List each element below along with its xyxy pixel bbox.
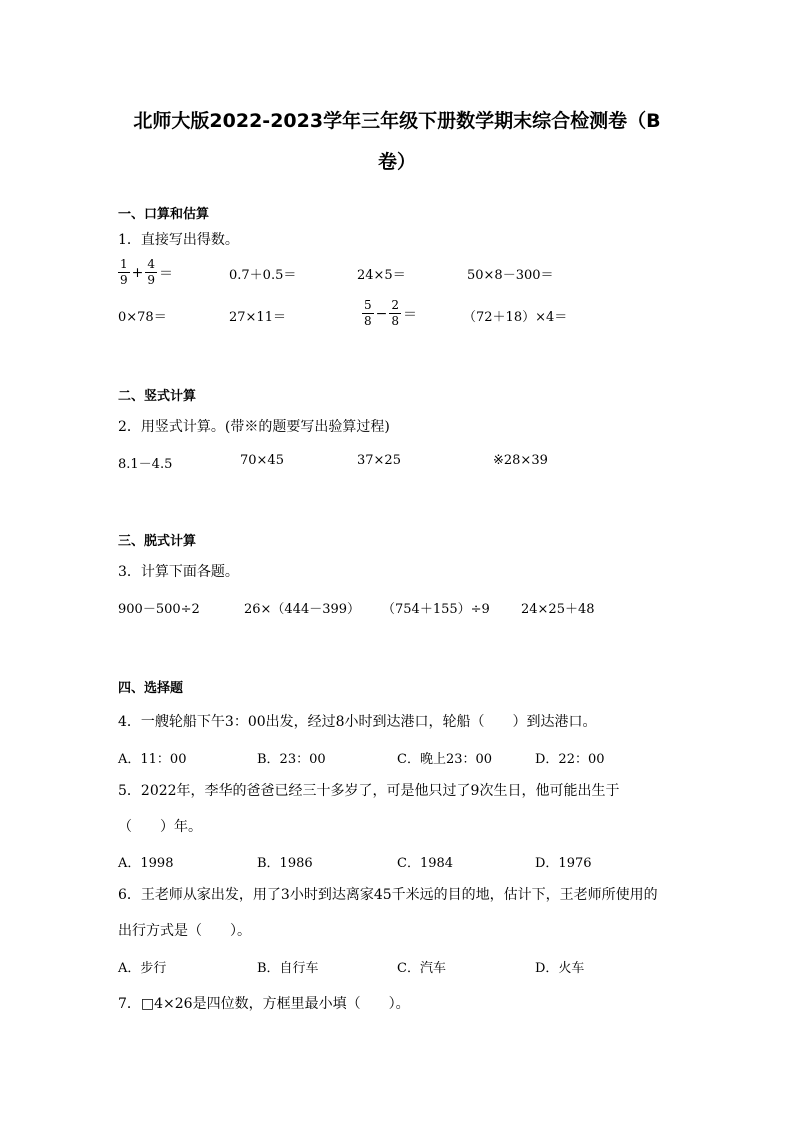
- question-3-stem: 3．计算下面各题。: [118, 564, 239, 580]
- question-6-stem-line2: 出行方式是（ ）。: [118, 923, 251, 939]
- q4-option-a: A．11：00: [118, 752, 187, 767]
- q1-item-4: 50×8－300＝: [467, 268, 554, 283]
- q5-option-b: B．1986: [257, 856, 313, 871]
- page-title-line2: 卷）: [377, 151, 416, 173]
- q1-item-fraction-sum: $\frac{1}{9}$ + $\frac{4}{9}$ ＝: [120, 257, 174, 287]
- q1-item-fraction-diff: $\frac{5}{8}$ − $\frac{2}{8}$ ＝: [364, 298, 418, 328]
- q5-option-c: C．1984: [397, 856, 454, 871]
- question-7-stem: 7．□4×26是四位数，方框里最小填（ ）。: [118, 996, 410, 1012]
- fraction-5-8: $\frac{5}{8}$: [364, 298, 372, 328]
- q4-option-c: C．晚上23：00: [397, 752, 493, 767]
- q3-item-3: （754＋155）÷9: [382, 602, 490, 617]
- question-5-stem-line1: 5．2022年，李华的爸爸已经三十多岁了，可是他只过了9次生日，他可能出生于: [118, 783, 620, 799]
- section-heading-2: 二、竖式计算: [118, 389, 197, 404]
- question-5-stem-line2: （ ）年。: [118, 819, 202, 835]
- question-2-stem: 2．用竖式计算。(带※的题要写出验算过程): [118, 419, 390, 435]
- q3-item-4: 24×25＋48: [521, 602, 595, 617]
- fraction-1-9: $\frac{1}{9}$: [120, 257, 128, 287]
- question-1-stem: 1．直接写出得数。: [118, 232, 239, 248]
- q1-item-6: 27×11＝: [229, 310, 286, 325]
- q1-item-8: （72＋18）×4＝: [463, 310, 568, 325]
- fraction-2-8: $\frac{2}{8}$: [391, 298, 400, 328]
- q2-item-4: ※28×39: [493, 453, 548, 468]
- q1-item-3: 24×5＝: [357, 268, 406, 283]
- q6-option-a: A．步行: [118, 961, 167, 976]
- question-4-stem: 4．一艘轮船下午3：00出发，经过8小时到达港口，轮船（ ）到达港口。: [118, 714, 597, 730]
- q4-option-d: D．22：00: [535, 752, 605, 767]
- q2-item-3: 37×25: [357, 453, 401, 468]
- q3-item-1: 900－500÷2: [118, 602, 200, 617]
- section-heading-3: 三、脱式计算: [118, 534, 197, 549]
- fraction-4-9: $\frac{4}{9}$: [147, 257, 156, 287]
- q6-option-b: B．自行车: [257, 961, 319, 976]
- section-heading-4: 四、选择题: [118, 681, 184, 696]
- q2-item-1: 8.1－4.5: [118, 457, 173, 472]
- q4-option-b: B．23：00: [257, 752, 326, 767]
- q5-option-a: A．1998: [118, 856, 174, 871]
- q6-option-d: D．火车: [535, 961, 585, 976]
- q2-item-2: 70×45: [240, 453, 284, 468]
- q6-option-c: C．汽车: [397, 961, 446, 976]
- q1-item-5: 0×78＝: [118, 310, 167, 325]
- q5-option-d: D．1976: [535, 856, 592, 871]
- section-heading-1: 一、口算和估算: [118, 207, 210, 222]
- q1-item-2: 0.7＋0.5＝: [229, 268, 297, 283]
- page-title-line1: 北师大版2022-2023学年三年级下册数学期末综合检测卷（B: [133, 110, 661, 132]
- question-6-stem-line1: 6．王老师从家出发，用了3小时到达离家45千米远的目的地，估计下，王老师所使用的: [118, 887, 658, 903]
- q3-item-2: 26×（444－399）: [244, 602, 361, 617]
